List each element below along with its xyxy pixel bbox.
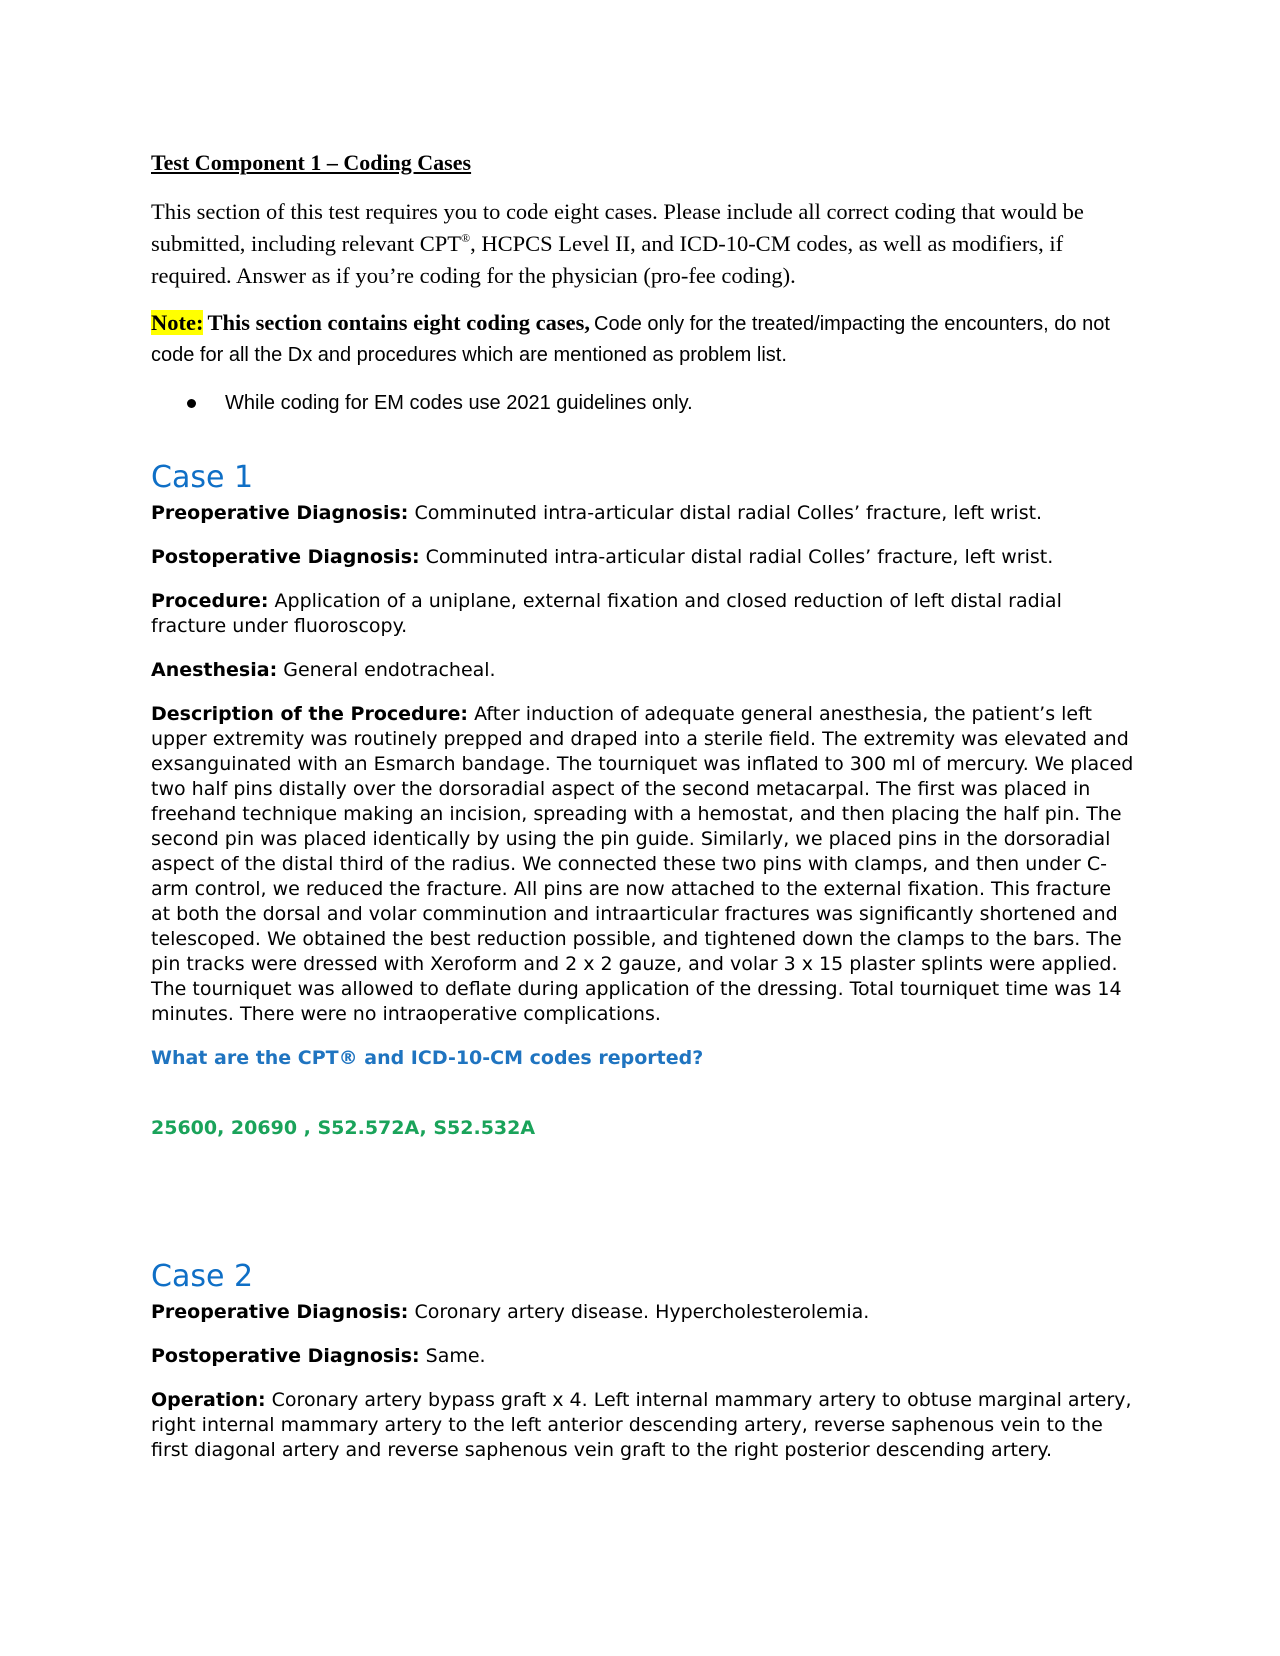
registered-mark: ® bbox=[460, 231, 471, 246]
intro-text-part2: , HCPCS Level II, and ICD-10-CM codes, as well as modifiers, if required. Answer as if you’re coding for the physician (pro-fee coding). bbox=[151, 231, 1064, 289]
case-2-operation bbox=[151, 1388, 1136, 1463]
field-label: Preoperative Diagnosis: bbox=[151, 501, 409, 524]
field-label: Procedure: bbox=[151, 589, 269, 612]
bullet-icon bbox=[187, 399, 196, 408]
field-value: Coronary artery bypass graft x 4. Left internal mammary artery to obtuse marginal artery, right internal mammary artery to the left anterior descending artery, reverse saphenous vein to the first diagonal artery and reverse saphenous vein graft to the right posterior descending artery. bbox=[151, 1388, 1132, 1461]
case-1-postop-diagnosis bbox=[151, 545, 1136, 570]
field-label: Anesthesia: bbox=[151, 658, 278, 681]
case-1-procedure bbox=[151, 589, 1136, 639]
note-text: Code only for the treated/impacting the encounters, do not code for all the Dx and procedures which are mentioned as problem list. bbox=[151, 313, 1110, 366]
case-2-postop-diagnosis bbox=[151, 1344, 1136, 1369]
field-label: Operation: bbox=[151, 1388, 266, 1411]
field-label: Preoperative Diagnosis: bbox=[151, 1300, 409, 1323]
list-item bbox=[151, 390, 1136, 416]
field-value: After induction of adequate general anesthesia, the patient’s left upper extremity was routinely prepped and draped into a sterile field. The extremity was elevated and exsanguinated with an Esmarch bandage. The tourniquet was inflated to 300 ml of mercury. We placed two half pins distally over the dorsoradial aspect of the second metacarpal. The first was placed in freehand technique making an incision, spreading with a hemostat, and then placing the half pin. The second pin was placed identically by using the pin guide. Similarly, we placed pins in the dorsoradial aspect of the distal third of the radius. We connected these two pins with clamps, and then under C-arm control, we reduced the fracture. All pins are now attached to the external fixation. This fracture at both the dorsal and volar comminution and intraarticular fractures was significantly shortened and telescoped. We obtained the best reduction possible, and tightened down the clamps to the bars. The pin tracks were dressed with Xeroform and 2 x 2 gauze, and volar 3 x 15 plaster splints were applied. The tourniquet was allowed to deflate during application of the dressing. Total tourniquet time was 14 minutes. There were no intraoperative complications. bbox=[151, 702, 1134, 1025]
case-1-description bbox=[151, 702, 1136, 1027]
note-bold-text: This section contains eight coding cases, bbox=[207, 310, 591, 336]
field-value: Coronary artery disease. Hypercholesterolemia. bbox=[414, 1300, 870, 1323]
field-value: General endotracheal. bbox=[283, 658, 496, 681]
list-item-text: While coding for EM codes use 2021 guidelines only. bbox=[225, 391, 693, 414]
intro-text-part1: This section of this test requires you to code eight cases. Please include all correct coding that would be submitted, including relevant CPT bbox=[151, 199, 1084, 257]
field-value: Application of a uniplane, external fixation and closed reduction of left distal radial fracture under fluoroscopy. bbox=[151, 589, 1062, 637]
case-1-anesthesia bbox=[151, 658, 1136, 683]
case-2-preop-diagnosis bbox=[151, 1300, 1136, 1325]
field-value: Comminuted intra-articular distal radial Colles’ fracture, left wrist. bbox=[414, 501, 1043, 524]
document-title: Test Component 1 – Coding Cases bbox=[151, 150, 472, 175]
note-label: Note: bbox=[151, 310, 204, 336]
note-paragraph bbox=[151, 306, 1136, 370]
case-1-question: What are the CPT® and ICD-10-CM codes reported? bbox=[151, 1046, 704, 1069]
field-value: Same. bbox=[425, 1344, 486, 1367]
field-label: Description of the Procedure: bbox=[151, 702, 469, 725]
case-2-heading: Case 2 bbox=[151, 1258, 254, 1294]
case-1-preop-diagnosis bbox=[151, 501, 1136, 526]
intro-paragraph bbox=[151, 196, 1136, 292]
case-1-heading: Case 1 bbox=[151, 459, 254, 495]
document-page bbox=[151, 150, 1136, 1482]
case-1-answer: 25600, 20690 , S52.572A, S52.532A bbox=[151, 1116, 536, 1139]
field-label: Postoperative Diagnosis: bbox=[151, 545, 420, 568]
field-label: Postoperative Diagnosis: bbox=[151, 1344, 420, 1367]
guidelines-list bbox=[151, 390, 1136, 416]
field-value: Comminuted intra-articular distal radial Colles’ fracture, left wrist. bbox=[425, 545, 1054, 568]
